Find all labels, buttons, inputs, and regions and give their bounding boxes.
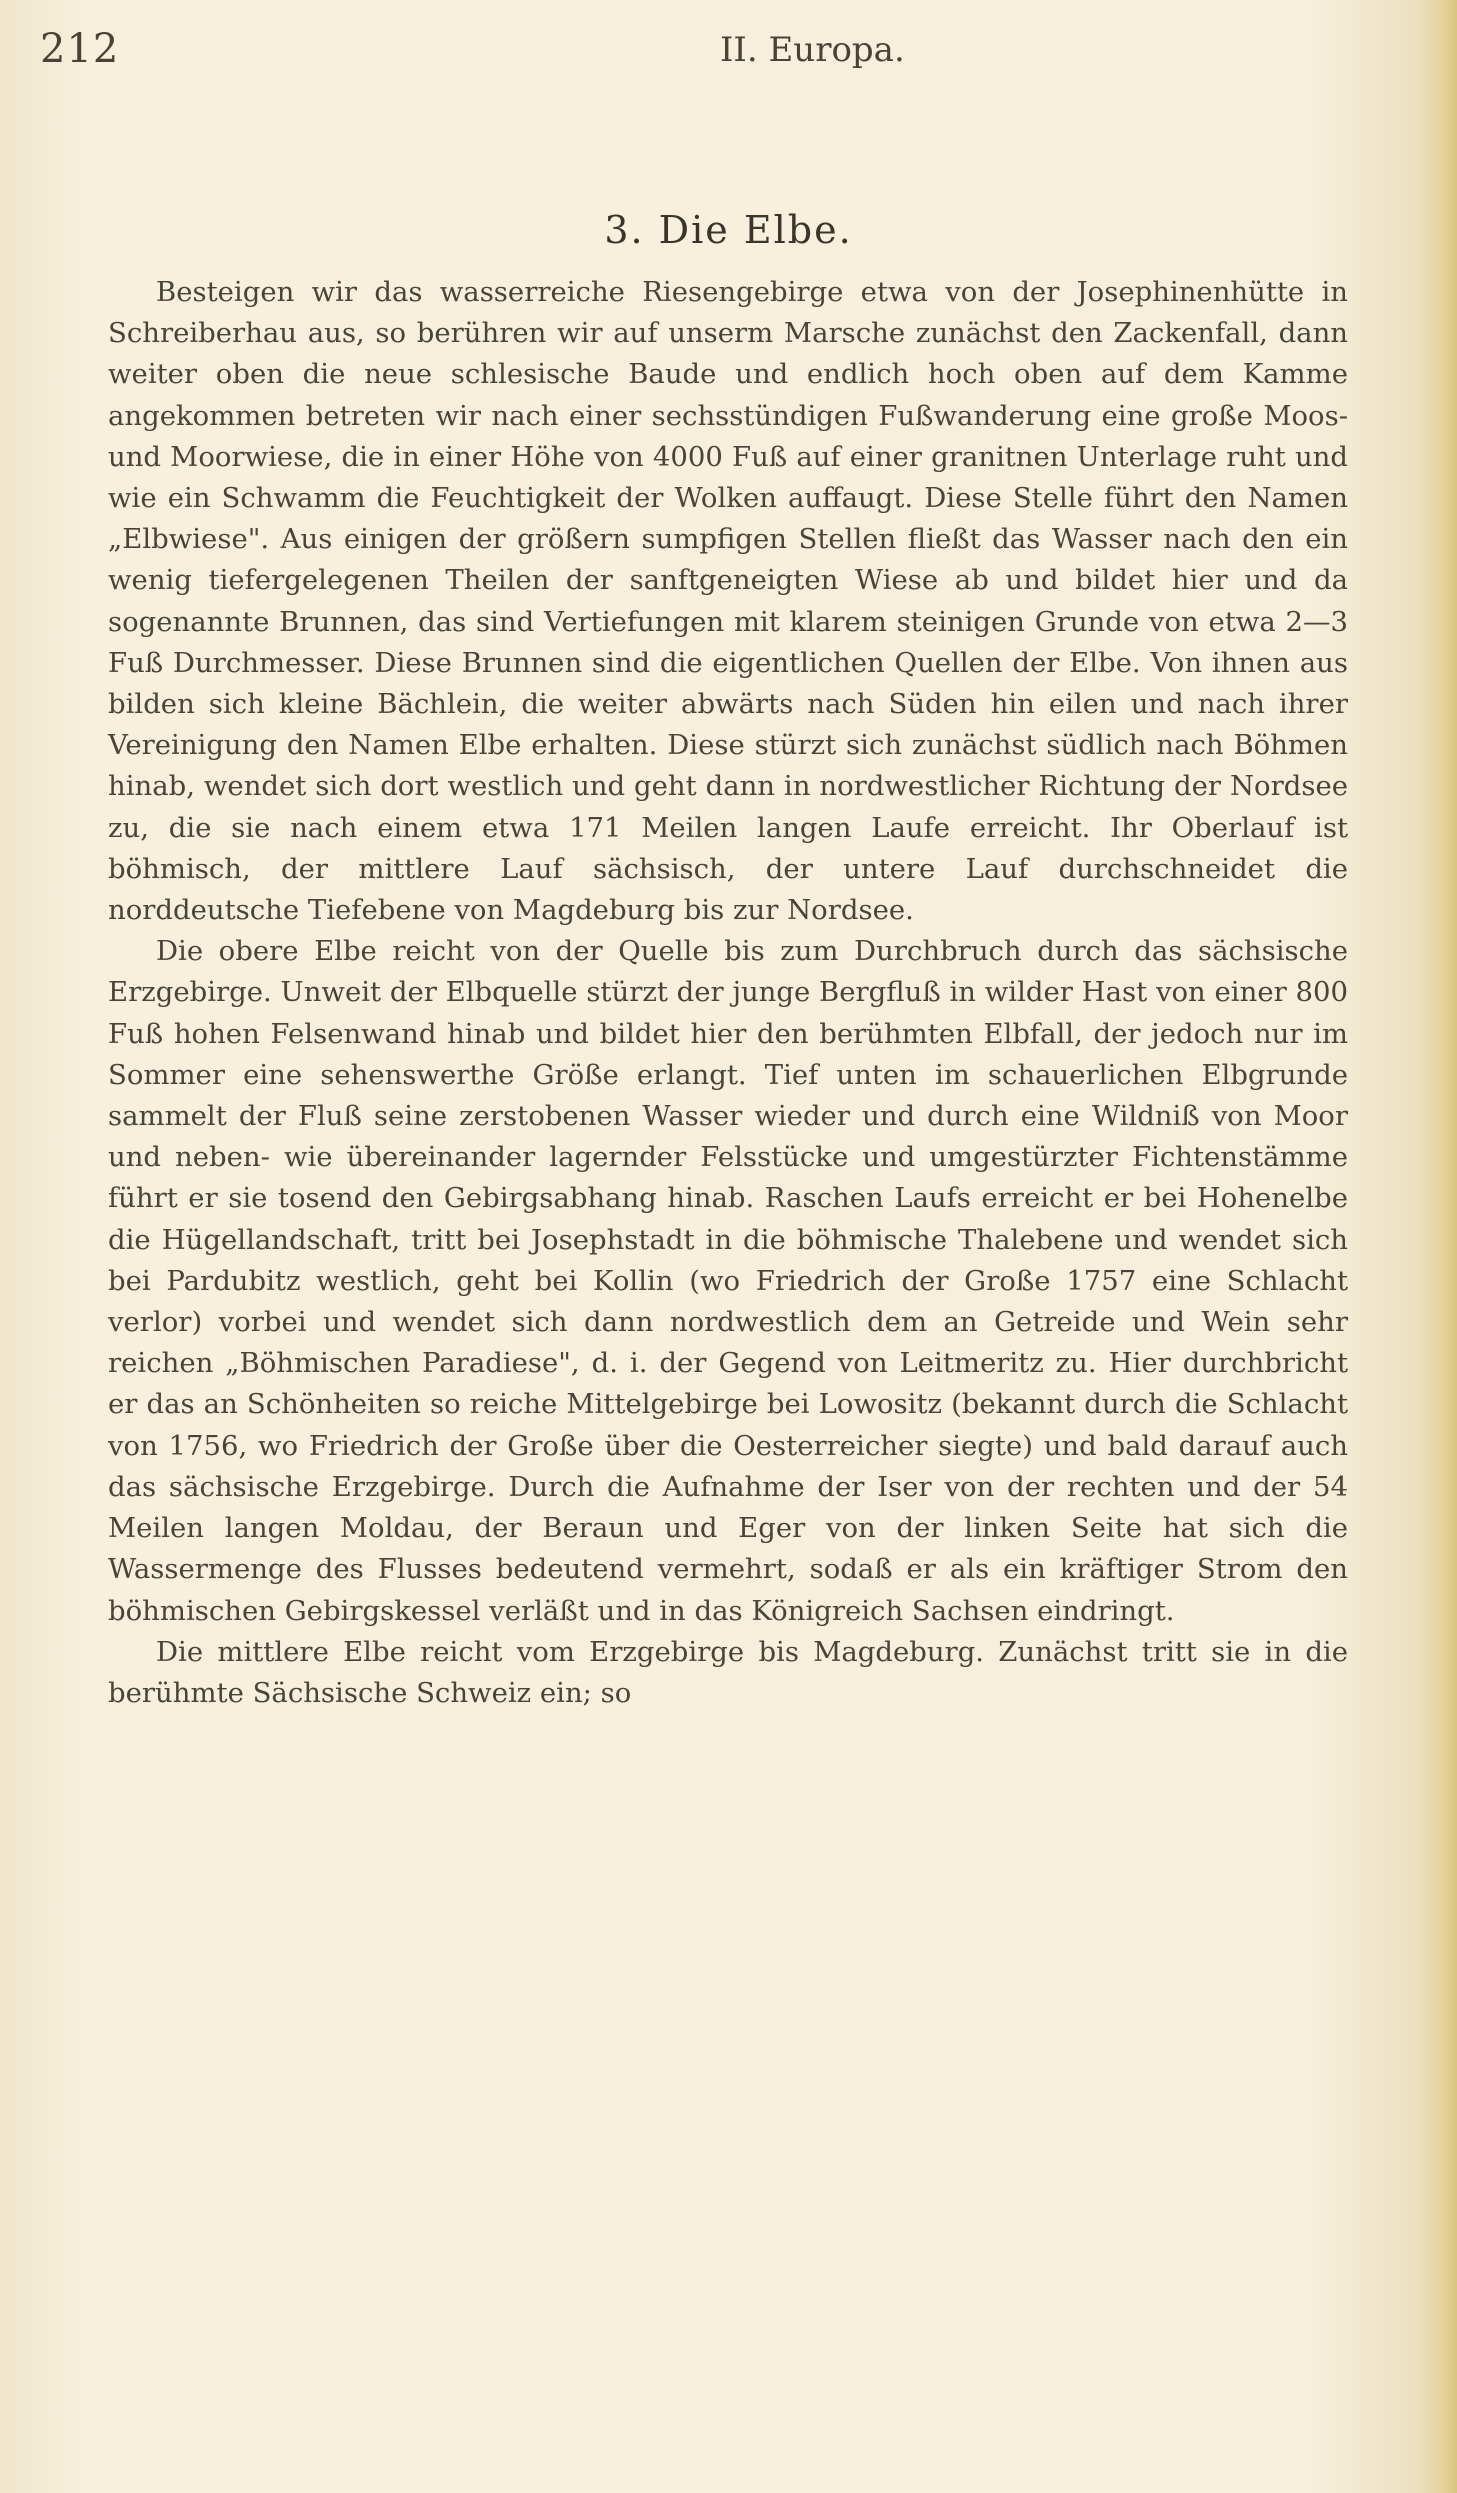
page-header [40,26,1340,76]
section-title: 3. Die Elbe. [604,208,853,252]
running-head: II. Europa. [720,30,905,70]
page-edge-stain [1419,0,1457,2493]
body-text [108,272,1348,1714]
page-number: 212 [40,26,120,72]
paragraph-intro: Besteigen wir das wasserreiche Riesengebirge etwa von der Josephinenhütte in Schreiberhau aus, so berühren wir auf unserm Marsche zunächst den Zackenfall, dann weiter oben die neue schlesische Baude und endlich hoch oben auf dem Kamme angekommen betreten wir nach einer sechsstündigen Fußwanderung eine große Moos- und Moorwiese, die in einer Höhe von 4000 Fuß auf einer granitnen Unterlage ruht und wie ein Schwamm die Feuchtigkeit der Wolken auffaugt. Diese Stelle führt den Namen „Elbwiese". Aus einigen der größern sumpfigen Stellen fließt das Wasser nach den ein wenig tiefergelegenen Theilen der sanftgeneigten Wiese ab und bildet hier und da sogenannte Brunnen, das sind Vertiefungen mit klarem steinigen Grunde von etwa 2—3 Fuß Durchmesser. Diese Brunnen sind die eigentlichen Quellen der Elbe. Von ihnen aus bilden sich kleine Bächlein, die weiter abwärts nach Süden hin eilen und nach ihrer Vereinigung den Namen Elbe erhalten. Diese stürzt sich zunächst südlich nach Böhmen hinab, wendet sich dort westlich und geht dann in nordwestlicher Richtung der Nordsee zu, die sie nach einem etwa 171 Meilen langen Laufe erreicht. Ihr Oberlauf ist böhmisch, der mittlere Lauf sächsisch, der untere Lauf durchschneidet die norddeutsche Tiefebene von Magdeburg bis zur Nordsee. [108,276,1348,927]
paragraph-middle-elbe: Die mittlere Elbe reicht vom Erzgebirge bis Magdeburg. Zunächst tritt sie in die berühmte Sächsische Schweiz ein; so [108,1635,1348,1709]
paragraph-upper-elbe: Die obere Elbe reicht von der Quelle bis zum Durchbruch durch das sächsische Erzgebirge. Unweit der Elbquelle stürzt der junge Bergfluß in wilder Hast von einer 800 Fuß hohen Felsenwand hinab und bildet hier den berühmten Elbfall, der jedoch nur im Sommer eine sehenswerthe Größe erlangt. Tief unten im schauerlichen Elbgrunde sammelt der Fluß seine zerstobenen Wasser wieder und durch eine Wildniß von Moor und neben- wie übereinander lagernder Felsstücke und umgestürzter Fichtenstämme führt er sie tosend den Gebirgsabhang hinab. Raschen Laufs erreicht er bei Hohenelbe die Hügellandschaft, tritt bei Josephstadt in die böhmische Thalebene und wendet sich bei Pardubitz westlich, geht bei Kollin (wo Friedrich der Große 1757 eine Schlacht verlor) vorbei und wendet sich dann nordwestlich dem an Getreide und Wein sehr reichen „Böhmischen Paradiese", d. i. der Gegend von Leitmeritz zu. Hier durchbricht er das an Schönheiten so reiche Mittelgebirge bei Lowositz (bekannt durch die Schlacht von 1756, wo Friedrich der Große über die Oesterreicher siegte) und bald darauf auch das sächsische Erzgebirge. Durch die Aufnahme der Iser von der rechten und der 54 Meilen langen Moldau, der Beraun und Eger von der linken Seite hat sich die Wassermenge des Flusses bedeutend vermehrt, sodaß er als ein kräftiger Strom den böhmischen Gebirgskessel verläßt und in das Königreich Sachsen eindringt. [108,935,1348,1627]
